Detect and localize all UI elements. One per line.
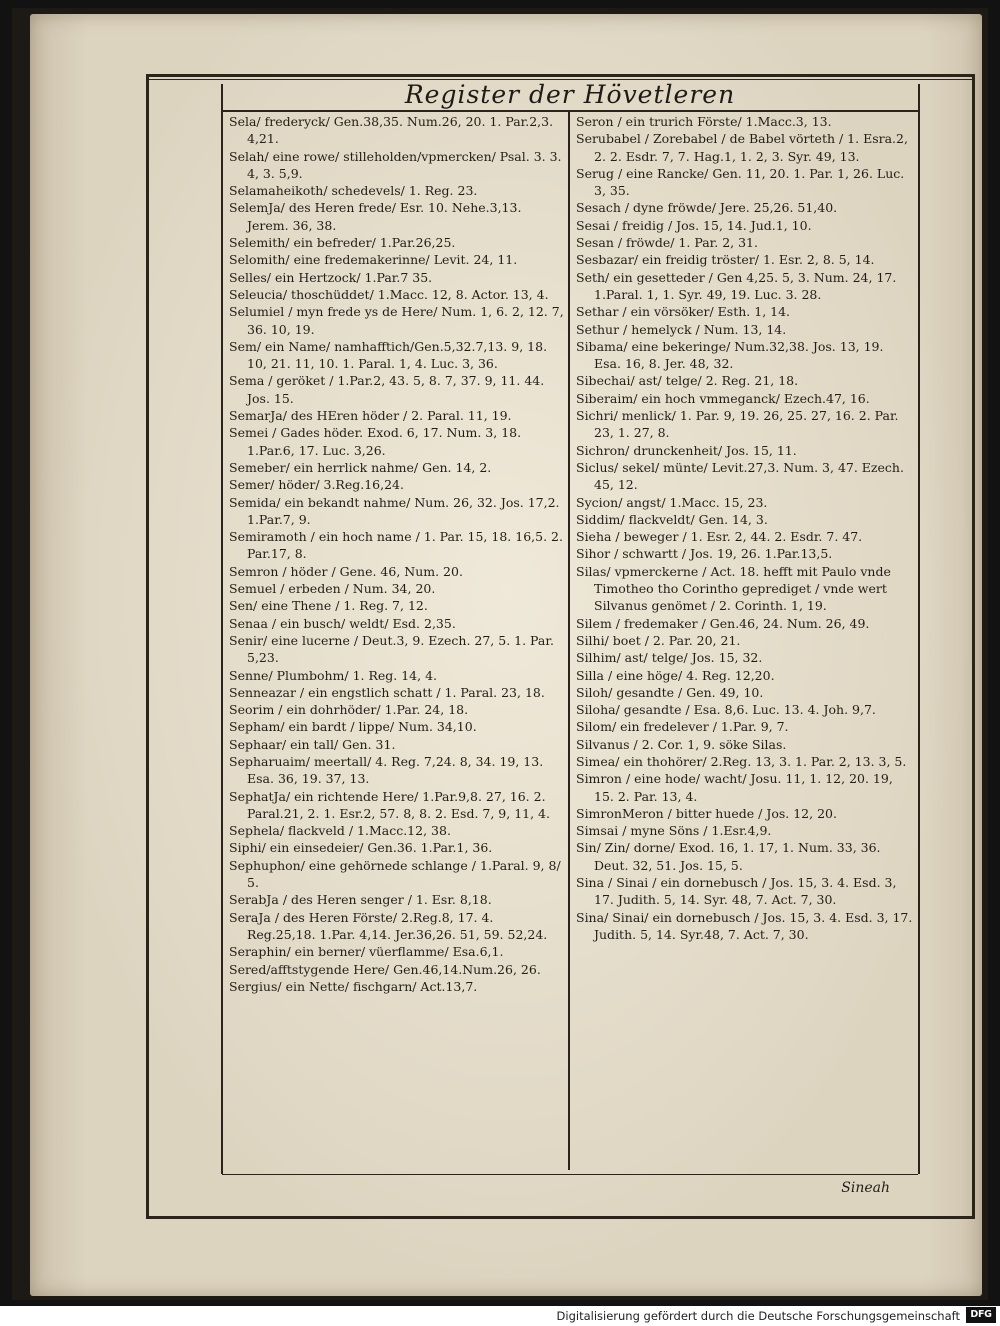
- register-entry: SephatJa/ ein richtende Here/ 1.Par.9,8. 27, 16. 2. Paral.21, 2. 1. Esr.2, 57. 8, 8. 2. Esd. 7, 9, 11, 4.: [229, 788, 550, 821]
- register-entry: Semron / höder / Gene. 46, Num. 20.: [229, 563, 463, 579]
- register-entry: Silla / eine höge/ 4. Reg. 12,20.: [576, 667, 775, 683]
- register-entry: Silvanus / 2. Cor. 1, 9. söke Silas.: [576, 736, 787, 752]
- dfg-logo: DFG: [966, 1307, 996, 1323]
- register-column-right: [576, 113, 914, 943]
- register-entry: Semiramoth / ein hoch name / 1. Par. 15, 18. 16,5. 2. Par.17, 8.: [229, 529, 563, 562]
- register-entry: Sesbazar/ ein freidig tröster/ 1. Esr. 2, 8. 5, 14.: [576, 252, 875, 268]
- register-entry: Silom/ ein fredelever / 1.Par. 9, 7.: [576, 719, 789, 735]
- register-entry: Simron / eine hode/ wacht/ Josu. 11, 1. 12, 20. 19, 15. 2. Par. 13, 4.: [576, 771, 893, 804]
- register-entry: Semeber/ ein herrlick nahme/ Gen. 14, 2.: [229, 459, 492, 475]
- register-entry: Serug / eine Rancke/ Gen. 11, 20. 1. Par. 1, 26. Luc. 3, 35.: [576, 165, 905, 199]
- register-entry: Semer/ höder/ 3.Reg.16,24.: [229, 477, 404, 493]
- register-entry: Sela/ frederyck/ Gen.38,35. Num.26, 20. 1. Par.2,3. 4,21.: [229, 114, 554, 147]
- register-entry: Senir/ eine lucerne / Deut.3, 9. Ezech. 27, 5. 1. Par. 5,23.: [229, 632, 554, 666]
- column-rule-left: [221, 84, 223, 1174]
- register-entry: Sycion/ angst/ 1.Macc. 15, 23.: [576, 494, 768, 510]
- register-entry: Semida/ ein bekandt nahme/ Num. 26, 32. Jos. 17,2. 1.Par.7, 9.: [229, 494, 560, 527]
- register-entry: SimronMeron / bitter huede / Jos. 12, 20.: [576, 805, 837, 821]
- register-entry: Semuel / erbeden / Num. 34, 20.: [229, 581, 436, 597]
- register-entry: Siphi/ ein einsedeier/ Gen.36. 1.Par.1, 36.: [229, 840, 493, 856]
- register-entry: Silhi/ boet / 2. Par. 20, 21.: [576, 632, 741, 648]
- register-entry: SerabJa / des Heren senger / 1. Esr. 8,18.: [229, 892, 492, 908]
- register-entry: Sina/ Sinai/ ein dornebusch / Jos. 15, 3. 4. Esd. 3, 17. Judith. 5, 14. Syr.48, 7. Act. 7, 30.: [576, 909, 913, 942]
- frame-rule-bottom: [147, 1216, 975, 1219]
- register-entry: Senneazar / ein engstlich schatt / 1. Paral. 23, 18.: [229, 684, 545, 700]
- register-entry: Sieha / beweger / 1. Esr. 2, 44. 2. Esdr. 7. 47.: [576, 529, 863, 545]
- register-entry: SelemJa/ des Heren frede/ Esr. 10. Nehe.3,13. Jerem. 36, 38.: [229, 200, 522, 233]
- register-entry: Sem/ ein Name/ namhafftich/Gen.5,32.7,13. 9, 18. 10, 21. 11, 10. 1. Paral. 1, 4. Luc. 3, 36.: [229, 338, 548, 372]
- register-entry: Sichri/ menlick/ 1. Par. 9, 19. 26, 25. 27, 16. 2. Par. 23, 1. 27, 8.: [576, 408, 899, 441]
- register-entry: Semei / Gades höder. Exod. 6, 17. Num. 3, 18. 1.Par.6, 17. Luc. 3,26.: [229, 425, 522, 458]
- register-entry: Sen/ eine Thene / 1. Reg. 7, 12.: [229, 598, 428, 614]
- register-entry: Siloha/ gesandte / Esa. 8,6. Luc. 13. 4. Joh. 9,7.: [576, 702, 876, 718]
- register-entry: Silhim/ ast/ telge/ Jos. 15, 32.: [576, 650, 763, 666]
- register-entry: Sephaar/ ein tall/ Gen. 31.: [229, 736, 396, 752]
- register-entry: Selumiel / myn frede ys de Here/ Num. 1, 6. 2, 12. 7, 36. 10, 19.: [229, 304, 564, 337]
- register-entry: Siclus/ sekel/ münte/ Levit.27,3. Num. 3, 47. Ezech. 45, 12.: [576, 459, 904, 493]
- register-entry: Seron / ein trurich Förste/ 1.Macc.3, 13.: [576, 114, 832, 129]
- register-entry: Seraphin/ ein berner/ vüerflamme/ Esa.6,1.: [229, 944, 504, 960]
- column-rule-right: [918, 84, 920, 1174]
- frame-rule-top: [147, 74, 975, 77]
- page-title: Register der Hövetleren: [404, 80, 736, 109]
- register-entry: Sibama/ eine bekeringe/ Num.32,38. Jos. 13, 19. Esa. 16, 8. Jer. 48, 32.: [576, 338, 884, 372]
- register-entry: Sibechai/ ast/ telge/ 2. Reg. 21, 18.: [576, 373, 799, 389]
- register-entry: Seorim / ein dohrhöder/ 1.Par. 24, 18.: [229, 702, 469, 718]
- register-entry: Selles/ ein Hertzock/ 1.Par.7 35.: [229, 269, 433, 285]
- register-entry: Sered/afftstygende Here/ Gen.46,14.Num.26, 26.: [229, 961, 541, 977]
- register-entry: Sephela/ flackveld / 1.Macc.12, 38.: [229, 823, 451, 839]
- register-entry: Sethar / ein vörsöker/ Esth. 1, 14.: [576, 304, 791, 320]
- frame-rule-right: [972, 74, 975, 1219]
- register-entry: Simea/ ein thohörer/ 2.Reg. 13, 3. 1. Par. 2, 13. 3, 5.: [576, 753, 907, 769]
- register-entry: Siddim/ flackveldt/ Gen. 14, 3.: [576, 511, 768, 527]
- register-entry: Siberaim/ ein hoch vmmeganck/ Ezech.47, 16.: [576, 390, 870, 406]
- column-divider: [568, 112, 570, 1170]
- register-entry: Simsai / myne Söns / 1.Esr.4,9.: [576, 823, 772, 839]
- register-entry: Sesach / dyne fröwde/ Jere. 25,26. 51,40.: [576, 200, 838, 216]
- register-entry: Seleucia/ thoschüddet/ 1.Macc. 12, 8. Actor. 13, 4.: [229, 286, 549, 302]
- register-entry: Senaa / ein busch/ weldt/ Esd. 2,35.: [229, 615, 456, 631]
- register-entry: Silas/ vpmerckerne / Act. 18. hefft mit Paulo vnde Timotheo tho Corintho geprediget / vnde wert Silvanus genömet / 2. Corinth. 1, 19.: [576, 563, 891, 614]
- register-entry: Sepharuaim/ meertall/ 4. Reg. 7,24. 8, 34. 19, 13. Esa. 36, 19. 37, 13.: [229, 753, 544, 787]
- funding-credit: Digitalisierung gefördert durch die Deutsche Forschungsgemeinschaft: [556, 1309, 960, 1323]
- register-entry: Siloh/ gesandte / Gen. 49, 10.: [576, 684, 764, 700]
- register-entry: Sergius/ ein Nette/ fischgarn/ Act.13,7.: [229, 978, 478, 994]
- register-entry: Sesan / fröwde/ 1. Par. 2, 31.: [576, 235, 758, 251]
- catchword: Sineah: [841, 1180, 890, 1196]
- register-entry: Serubabel / Zorebabel / de Babel vörteth / 1. Esra.2, 2. 2. Esdr. 7, 7. Hag.1, 1. 2, 3. Syr. 49, 13.: [576, 131, 908, 164]
- register-entry: Selomith/ eine fredemakerinne/ Levit. 24, 11.: [229, 252, 518, 268]
- register-entry: Sin/ Zin/ dorne/ Exod. 16, 1. 17, 1. Num. 33, 36. Deut. 32, 51. Jos. 15, 5.: [576, 840, 881, 873]
- register-entry: Silem / fredemaker / Gen.46, 24. Num. 26, 49.: [576, 615, 870, 631]
- register-entry: Sepham/ ein bardt / lippe/ Num. 34,10.: [229, 719, 477, 735]
- register-entry: Sesai / freidig / Jos. 15, 14. Jud.1, 10.: [576, 217, 812, 233]
- register-entry: Sihor / schwartt / Jos. 19, 26. 1.Par.13,5.: [576, 546, 833, 562]
- register-entry: Sina / Sinai / ein dornebusch / Jos. 15, 3. 4. Esd. 3, 17. Judith. 5, 14. Syr. 48, 7. Act. 7, 30.: [576, 875, 897, 908]
- register-entry: SeraJa / des Heren Förste/ 2.Reg.8, 17. 4. Reg.25,18. 1.Par. 4,14. Jer.36,26. 51, 59. 52,24.: [229, 909, 548, 942]
- register-entry: SemarJa/ des HEren höder / 2. Paral. 11, 19.: [229, 408, 512, 424]
- register-entry: Seth/ ein gesetteder / Gen 4,25. 5, 3. Num. 24, 17. 1.Paral. 1, 1. Syr. 49, 19. Luc. 3. 28.: [576, 269, 897, 302]
- frame-rule-left: [146, 74, 149, 1219]
- register-entry: Sephuphon/ eine gehörnede schlange / 1.Paral. 9, 8/ 5.: [229, 857, 561, 891]
- register-column-left: [229, 113, 565, 995]
- register-entry: Sema / geröket / 1.Par.2, 43. 5, 8. 7, 37. 9, 11. 44. Jos. 15.: [229, 373, 545, 406]
- footer-rule: [222, 1174, 918, 1175]
- register-entry: Senne/ Plumbohm/ 1. Reg. 14, 4.: [229, 667, 438, 683]
- header-rule: [222, 110, 918, 112]
- register-entry: Sichron/ drunckenheit/ Jos. 15, 11.: [576, 442, 797, 458]
- register-entry: Sethur / hemelyck / Num. 13, 14.: [576, 321, 787, 337]
- register-entry: Selemith/ ein befreder/ 1.Par.26,25.: [229, 235, 456, 251]
- register-entry: Selamaheikoth/ schedevels/ 1. Reg. 23.: [229, 183, 478, 199]
- register-entry: Selah/ eine rowe/ stilleholden/vpmercken/ Psal. 3. 3. 4, 3. 5,9.: [229, 148, 562, 181]
